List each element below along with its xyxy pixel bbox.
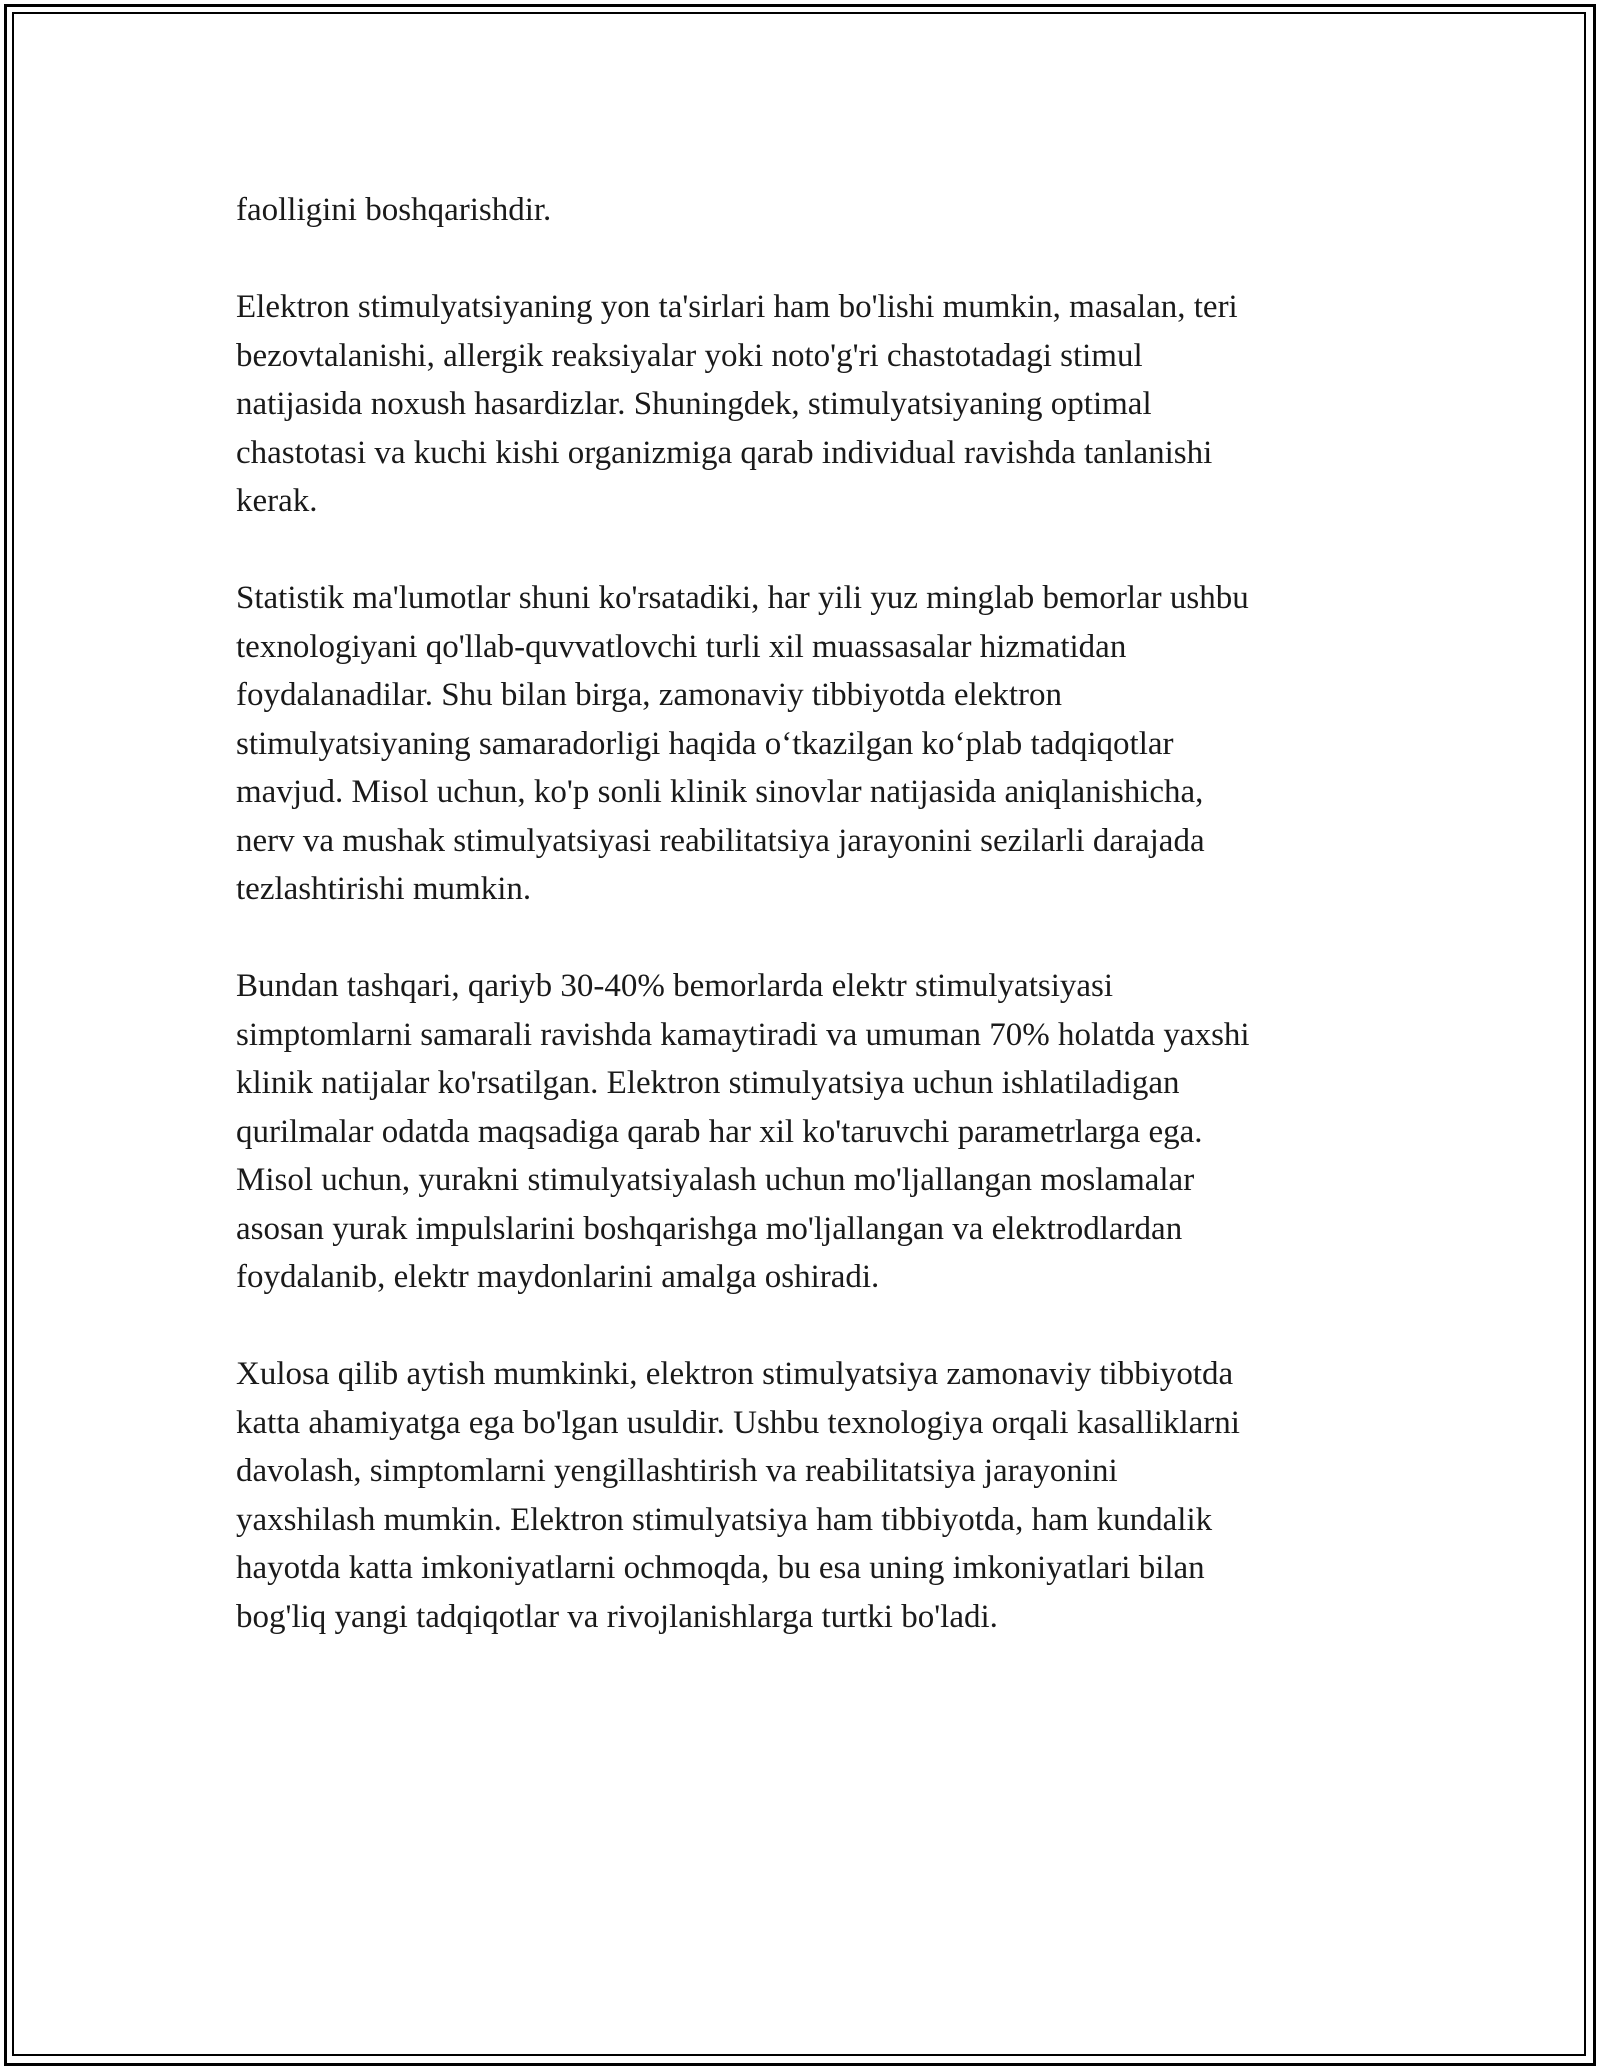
document-body	[236, 186, 1376, 1641]
paragraph-side-effects: Elektron stimulyatsiyaning yon ta'sirlari ham bo'lishi mumkin, masalan, teri bezovtalanishi, allergik reaksiyalar yoki noto'g'ri chastotadagi stimul natijasida noxush hasardizlar. Shuningdek, stimulyatsiyaning optimal chastotasi va kuchi kishi organizmiga qarab individual ravishda tanlanishi kerak.	[236, 289, 1238, 519]
paragraph-results: Bundan tashqari, qariyb 30-40% bemorlarda elektr stimulyatsiyasi simptomlarni samarali ravishda kamaytiradi va umuman 70% holatda yaxshi klinik natijalar ko'rsatilgan. Elektron stimulyatsiya uchun ishlatiladigan qurilmalar odatda maqsadiga qarab har xil ko'taruvchi parametrlarga ega. Misol uchun, yurakni stimulyatsiyalash uchun mo'ljallangan moslamalar asosan yurak impulslarini boshqarishga mo'ljallangan va elektrodlardan foydalanib, elektr maydonlarini amalga oshiradi.	[236, 968, 1250, 1295]
paragraph-statistics: Statistik ma'lumotlar shuni ko'rsatadiki, har yili yuz minglab bemorlar ushbu texnologiyani qo'llab-quvvatlovchi turli xil muassasalar hizmatidan foydalanadilar. Shu bilan birga, zamonaviy tibbiyotda elektron stimulyatsiyaning samaradorligi haqida oʻtkazilgan koʻplab tadqiqotlar mavjud. Misol uchun, ko'p sonli klinik sinovlar natijasida aniqlanishicha, nerv va mushak stimulyatsiyasi reabilitatsiya jarayonini sezilarli darajada tezlashtirishi mumkin.	[236, 580, 1249, 907]
paragraph-continuation: faolligini boshqarishdir.	[236, 192, 552, 228]
paragraph-conclusion: Xulosa qilib aytish mumkinki, elektron stimulyatsiya zamonaviy tibbiyotda katta ahamiyatga ega bo'lgan usuldir. Ushbu texnologiya orqali kasalliklarni davolash, simptomlarni yengillashtirish va reabilitatsiya jarayonini yaxshilash mumkin. Elektron stimulyatsiya ham tibbiyotda, ham kundalik hayotda katta imkoniyatlarni ochmoqda, bu esa uning imkoniyatlari bilan bog'liq yangi tadqiqotlar va rivojlanishlarga turtki bo'ladi.	[236, 1356, 1240, 1635]
